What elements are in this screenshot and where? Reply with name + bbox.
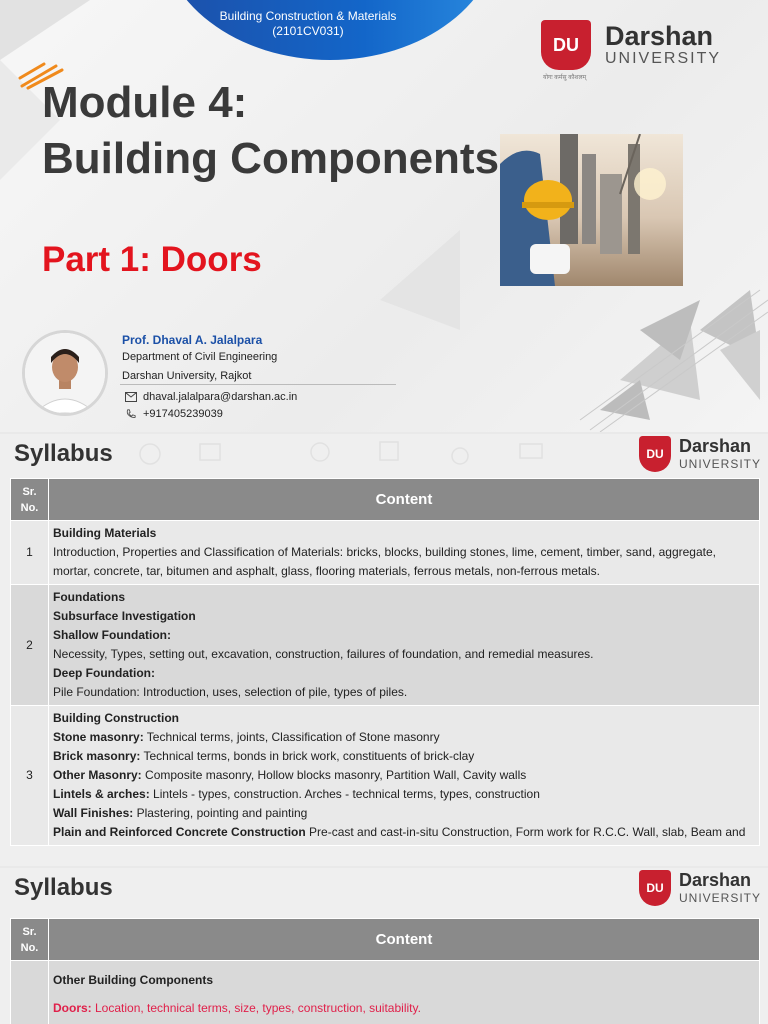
line-text: Technical terms, bonds in brick work, constituents of brick-clay (140, 749, 475, 763)
module-title-line1: Module 4: (42, 78, 248, 127)
row-content (49, 706, 760, 846)
table-row (11, 706, 760, 846)
presenter-name: Prof. Dhaval A. Jalalpara (122, 333, 263, 347)
line-label: Brick masonry: (53, 749, 141, 763)
line-label: Other Masonry: (53, 768, 142, 782)
course-code: (2101CV031) (272, 24, 344, 38)
syllabus-table (10, 478, 760, 846)
darshan-logo (639, 436, 764, 476)
col-sr-label: Sr. (22, 485, 37, 498)
construction-worker-image (500, 134, 683, 286)
row-line (53, 728, 755, 747)
line-text: Location, technical terms, size, types, construction, suitability. (91, 1001, 421, 1015)
row-line (53, 785, 755, 804)
presenter-email-row (125, 391, 297, 403)
row-line (53, 766, 755, 785)
row-number (11, 961, 49, 1024)
row-content (49, 521, 760, 585)
col-content-header: Content (49, 919, 760, 961)
line-label: Doors: (53, 1001, 92, 1015)
row-number: 1 (11, 521, 49, 585)
logo-sub: UNIVERSITY (679, 891, 762, 905)
line-text: Technical terms, joints, Classification of Stone masonry (143, 730, 440, 744)
row-number: 3 (11, 706, 49, 846)
darshan-logo (541, 20, 741, 84)
table-row (11, 521, 760, 585)
line-text: Pre-cast and cast-in-situ Construction, Form work for R.C.C. Wall, slab, Beam and (305, 825, 746, 839)
row-title: Building Construction (53, 711, 179, 725)
table-header (11, 919, 760, 961)
title-slide (0, 0, 768, 432)
row-number: 2 (11, 585, 49, 706)
col-no-label: No. (20, 941, 39, 954)
row-line (53, 999, 755, 1018)
line-text: Plastering, pointing and painting (133, 806, 308, 820)
table-header (11, 479, 760, 521)
presenter-avatar (22, 330, 108, 416)
table-row (11, 961, 760, 1024)
row-text: Necessity, Types, setting out, excavation, construction, failures of foundation, and remedial measures. (53, 647, 594, 661)
slide-heading: Syllabus (14, 440, 113, 467)
line-text: Lintels - types, construction. Arches - technical terms, types, construction (149, 787, 540, 801)
row-subtitle: Subsurface Investigation (53, 609, 196, 623)
col-sr-header (11, 919, 49, 961)
presenter-phone: +917405239039 (143, 408, 223, 420)
row-content (49, 585, 760, 706)
line-text: Composite masonry, Hollow blocks masonry, Partition Wall, Cavity walls (141, 768, 527, 782)
logo-sub: UNIVERSITY (679, 457, 762, 471)
presenter-email[interactable]: dhaval.jalalpara@darshan.ac.in (143, 391, 298, 403)
row-line (53, 823, 755, 842)
row-line (53, 747, 755, 766)
presenter-department: Department of Civil Engineering (122, 351, 278, 363)
row-line (53, 804, 755, 823)
line-label: Lintels & arches: (53, 787, 150, 801)
slide-heading: Syllabus (14, 874, 113, 901)
line-label: Wall Finishes: (53, 806, 134, 820)
logo-sub: UNIVERSITY (605, 50, 722, 67)
presenter-phone-row (125, 408, 223, 420)
line-label: Plain and Reinforced Concrete Construction (53, 825, 306, 839)
logo-tagline: योगः कर्मसु कौशलम् (543, 75, 587, 81)
envelope-icon (125, 392, 137, 402)
col-sr-header (11, 479, 49, 521)
row-text: Introduction, Properties and Classification of Materials: bricks, blocks, building stones, lime, cement, timber, sand, aggregate, mortar, concrete, tar, bitumen and asphalt, glass, flooring materials, ferrous metals, non-ferrous metals. (53, 545, 716, 578)
logo-name: Darshan (679, 436, 752, 456)
col-sr-label: Sr. (22, 925, 37, 938)
line-label: Stone masonry: (53, 730, 144, 744)
divider (120, 384, 396, 385)
row-subtitle: Shallow Foundation: (53, 628, 171, 642)
course-title: Building Construction & Materials (219, 9, 397, 23)
phone-icon (125, 409, 137, 419)
row-title: Other Building Components (53, 973, 213, 987)
module-title-line2: Building Components (42, 134, 500, 183)
row-subtitle: Deep Foundation: (53, 666, 155, 680)
syllabus-table (10, 918, 760, 1024)
part-title: Part 1: Doors (42, 240, 262, 279)
col-content-header: Content (49, 479, 760, 521)
row-title: Foundations (53, 590, 125, 604)
syllabus-slide-2 (0, 868, 768, 1024)
row-text: Pile Foundation: Introduction, uses, selection of pile, types of piles. (53, 685, 408, 699)
logo-shield: DU (541, 20, 591, 70)
table-row (11, 585, 760, 706)
logo-name: Darshan (605, 21, 714, 51)
row-title: Building Materials (53, 526, 157, 540)
darshan-logo (639, 870, 764, 910)
logo-shield: DU (639, 436, 671, 472)
presenter-institution: Darshan University, Rajkot (122, 370, 252, 382)
col-no-label: No. (20, 501, 39, 514)
row-content (49, 961, 760, 1024)
logo-name: Darshan (679, 870, 752, 890)
syllabus-slide-1 (0, 434, 768, 866)
logo-shield: DU (639, 870, 671, 906)
